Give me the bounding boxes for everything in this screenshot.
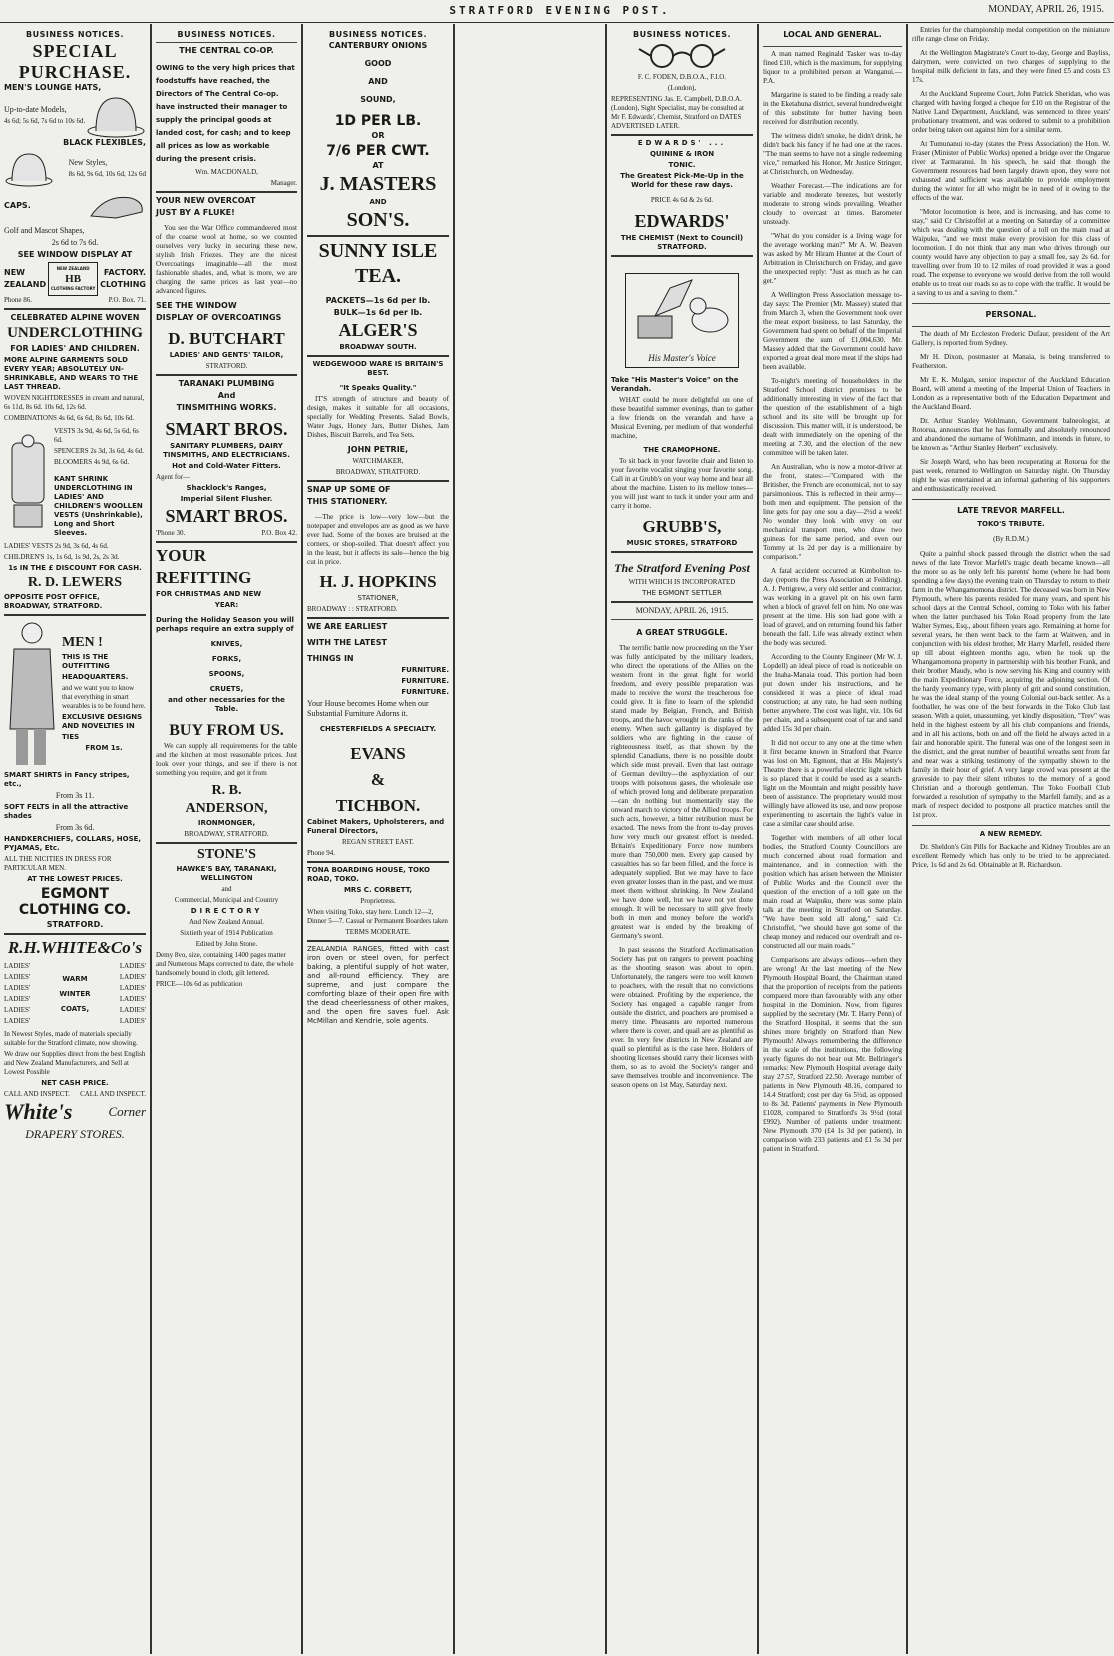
section-header: BUSINESS NOTICES. (25, 30, 124, 39)
personal-items (912, 330, 1110, 494)
gramophone-ad (611, 273, 753, 548)
section-title: PERSONAL. (985, 310, 1037, 319)
ad-text: Up-to-date Models, (4, 105, 67, 114)
ad-text: DRAPERY STORES. (25, 1127, 125, 1141)
ad-text: Phone 94. (307, 849, 335, 857)
ad-price: From 3s 6d. (55, 823, 95, 832)
ad-text: SEE THE WINDOW (156, 301, 237, 310)
ad-text: GOOD (364, 59, 392, 68)
ad-text: Phone 86. (4, 296, 32, 304)
ad-text: HAWKE'S BAY, TARANAKI, WELLINGTON (176, 865, 277, 882)
article-paragraph: Weather Forecast.—The indications are for variable and moderate breezes, but westerly moderate to strong winds prevailing. Weather cloudy to overcast at times. Barometer unsteady. (763, 182, 902, 226)
ad-title: MEN ! (62, 635, 103, 650)
ad-text: Cabinet Makers, Upholsterers, and Funeral Directors, (307, 818, 445, 835)
masthead-title: STRATFORD EVENING POST. (449, 4, 671, 17)
ad-text: IT'S strength of structure and beauty of design, makes it suitable for all occasions, specially for Wedding Presents. Salad Bowls, Water Jugs, Honey Jars, Butter Dishes, Jam Dishes, Biscuit Barrels, and Tea Sets. (307, 395, 449, 439)
ad-text: CELEBRATED ALPINE WOVEN (10, 313, 140, 322)
ad-price: 7/6 PER CWT. (326, 143, 430, 159)
ad-text: QUININE & IRON (649, 150, 715, 158)
ad-text: REGAN STREET EAST. (342, 838, 414, 846)
column-2 (152, 26, 301, 1652)
ad-text: Demy 8vo, size, containing 1400 pages matter and Numerous Maps corrected to date, the whole handsomely bound in cloth, gilt lettered. (156, 951, 294, 977)
ad-name: F. C. FODEN, D.B.O.A., F.I.O. (637, 73, 727, 81)
ad-text: FURNITURE. (401, 677, 449, 685)
section-header: BUSINESS NOTICES. (177, 30, 276, 39)
ad-name: R. D. LEWERS (27, 575, 123, 590)
ad-text: CHILDREN'S 1s, 1s 6d, 1s 9d, 2s, 2s 3d. (4, 553, 120, 561)
ad-title: WITH THE LATEST (307, 638, 387, 647)
homburg-hat-icon (4, 148, 54, 188)
ad-text: EDWARDS' ... (637, 139, 727, 147)
article-paragraph: Sir Joseph Ward, who has been recuperating at Rotorua for the past week, returned to Wellington on Saturday night. On Thursday night he was entertained at an informal gathering of his supporters and enthusiastically received. (912, 458, 1110, 493)
ad-name: SON'S. (346, 209, 410, 231)
ad-text: Sixtieth year of 1914 Publication (180, 929, 273, 937)
ad-text: Hot and Cold-Water Fitters. (172, 462, 281, 470)
article-paragraph: The witness didn't smoke, he didn't drink, he didn't back his fancy if he had one at the races. "The man seems to have not a single redeeming vice," remarked his Honor, Mr Justice Stringer, at Christchurch, on Wednesday. (763, 132, 902, 176)
ad-text: We can supply all requirements for the table and the kitchen at most reasonable prices. Just look over your things, and see if there is not something you require, and get it from (156, 742, 297, 777)
wedgwood-ad (307, 360, 449, 477)
article-paragraph: At the Auckland Supreme Court, John Patrick Sheridan, who was charged with having forged a cheque for £10 on the Registrar of the Native Land Department, Auckland, was sentenced to three years' probationary treatment, and was ordered to submit to a prohibition order being taken out against him for a similar term. (912, 90, 1110, 134)
his-masters-voice-logo (625, 273, 739, 368)
ad-title: YOUR NEW OVERCOAT (156, 196, 256, 205)
coop-ad (156, 46, 297, 188)
ad-text: VESTS 3s 9d, 4s 6d, 5s 6d, 6s 6d. (54, 427, 139, 444)
ad-text: WATCHMAKER, (352, 457, 404, 465)
underclothing-ad (4, 313, 146, 611)
article-paragraph: A Wellington Press Association message to-day says: The Premier (Mr. Massey) stated that from March 3, when the Government took over the meat export business, to last Saturday, the Government had spent on behalf of the Imperial Government the sum of £1,004,630. Mr. Massey added that the Government could have exported a great deal more meat if the ships had been available. (763, 291, 902, 371)
article-paragraph: Dr. Sheldon's Gin Pills for Backache and Kidney Troubles are an excellent Remedy which has only to be tried to be appreciated. Price, 1s 6d and 2s 6d. Obtainable at R. Richardson. (912, 843, 1110, 869)
ranges-ad: ZEALANDIA RANGES, fitted with cast iron oven or steel oven, for perfect baking, a plentiful supply of hot water, and all-round efficiency. They are supreme, and just compare the comforting blaze of their open fire with the dead cheerlessness of other makes, and the open fire saves fuel. Ask McMillan and Kendrie, sole agents. (307, 945, 449, 1025)
ad-text: SOFT FELTS in all the attractive shades (4, 803, 129, 820)
paper-text: WITH WHICH IS INCORPORATED (628, 578, 736, 586)
ad-name: ALGER'S (338, 320, 418, 340)
ad-text: WINTER (59, 989, 91, 998)
ad-text: NET CASH PRICE. (41, 1079, 109, 1087)
ad-text: OPPOSITE POST OFFICE, BROADWAY, STRATFORD. (4, 593, 103, 610)
column-5 (759, 26, 906, 1652)
ad-text: LADIES' (4, 973, 31, 981)
ad-text: BLACK FLEXIBLES, (63, 138, 146, 147)
ad-name: White's (4, 1099, 73, 1124)
article-paragraph: At Tumunanui to-day (states the Press Association) the Hon. W. Fraser (Minister of Public Works) opened a bridge over the Ongarue river at Tarmaranui. In his speech, he said that though the Government resources had been largely drawn upon, they were not exhausted and sufficient was available to provide employment during the winter for all who might be in need of it owing to the effects of the war. (912, 140, 1110, 202)
ad-name: J. MASTERS (319, 173, 437, 195)
spectacles-icon (637, 41, 727, 71)
bowler-hat-icon (86, 93, 146, 138)
article-paragraph: "What do you consider is a living wage for the average working man?" Mr A. W. Beaven was asked by Mr Hiram Hunter at the Court of Arbitration in Christchurch on Friday, and gave the unexpected reply: "Just as much as he can get." (763, 232, 902, 285)
ad-name: R.H.WHITE&Co's (7, 938, 143, 957)
ad-text: IRONMONGER, (197, 819, 256, 827)
ad-name: SMART BROS. (165, 506, 288, 526)
ad-text: THE CRAMOPHONE. (643, 446, 721, 454)
white-drapery-ad (4, 938, 146, 1142)
ad-text: HANDKERCHIEFS, COLLARS, HOSE, PYJAMAS, Etc. (4, 835, 142, 852)
ad-text: CALL AND INSPECT. (80, 1090, 146, 1098)
overcoat-ad (156, 196, 297, 371)
ad-name: TICHBON. (335, 796, 421, 815)
local-news (763, 50, 902, 1154)
logo-text: NEW ZEALAND (56, 266, 90, 271)
ad-price: PACKETS—1s 6d per lb. (325, 296, 431, 305)
ad-text: WARM (62, 974, 88, 983)
ad-text: FURNITURE. (401, 666, 449, 674)
ad-name: MRS C. CORBETT, (343, 886, 413, 894)
ad-text: and (221, 885, 232, 893)
garment-illustration-icon (4, 433, 52, 533)
ad-title: THINGS IN (307, 654, 354, 663)
ad-text: The Greatest Pick-Me-Up in the World for these raw days. (620, 172, 744, 189)
ad-text: OWING to the very high prices that foodstuffs have reached, the Directors of The Central Co-op. have instructed their manager to supply the principal goods at landed cost, for cash; and to keep all prices as low as workable during the present crisis. (156, 64, 295, 163)
refitting-ad (156, 546, 297, 839)
ad-text: LADIES' (4, 995, 31, 1003)
ad-text: KANT SHRINK UNDERCLOTHING IN LADIES' AND CHILDREN'S WOOLLEN VESTS (Unshrinkable), Long and Short Sleeves. (54, 475, 143, 537)
paper-text: THE EGMONT SETTLER (642, 589, 722, 597)
ad-text: BROADWAY, STRATFORD. (335, 468, 421, 476)
ad-text: SANITARY PLUMBERS, DAIRY TINSMITHS, AND ELECTRICIANS. (163, 442, 290, 459)
ad-price: 2s 6d to 7s 6d. (51, 238, 99, 247)
furniture-ad (307, 622, 449, 858)
boarding-house-ad (307, 866, 449, 937)
ad-text: AND (369, 198, 387, 206)
ad-text: Golf and Mascot Shapes, (4, 226, 85, 235)
ad-price: 4s 6d; 5s 6d, 7s 6d to 10s 6d. (4, 117, 86, 125)
ad-text: HEADQUARTERS. (62, 673, 129, 681)
onions-ad (307, 41, 449, 232)
ad-name: SMART BROS. (165, 419, 288, 439)
ad-name: EVANS (350, 744, 406, 763)
ad-text: Wm. MACDONALD, (195, 168, 258, 176)
ad-text: PRICE—10s 6d as publication (156, 980, 243, 988)
ad-text: CALL AND INSPECT. (4, 1090, 70, 1098)
ad-text: SMART SHIRTS in Fancy stripes, etc., (4, 771, 130, 788)
ad-text: And New Zealand Annual. (188, 918, 265, 926)
masthead-date: MONDAY, APRIL 26, 1915. (988, 4, 1104, 15)
ad-text: SPOONS, (208, 670, 245, 678)
ad-text: AT (372, 161, 384, 170)
logo-text: His Master's Voice (648, 353, 716, 363)
ad-text: During the Holiday Season you will perhaps require an extra supply of (156, 616, 294, 633)
article-paragraph: Dr. Arthur Stanley Wohlmann, Government balneologist, at Rotorua, announces that he has formally and absolutely renounced and abandoned the surname of Wohlmann, and intends in future, to be known as "Arthur Stanley Herbert" exclusively. (912, 417, 1110, 452)
ad-text: When visiting Toko, stay here. Lunch 12—2, Dinner 5—7. Casual or Permanent Boarders taken (307, 908, 448, 925)
article-paragraph: Quite a painful shock passed through the district when the sad news of the late Trevor Marfell's tragic death became known—all the more so as he only left his parents' home (where he had been spending a few days) the evening train on Thursday to return to their farm in the Whangamomona district. The deceased was born in New Plymouth, where his parents resided for many years, and spent his school days at the Central School, coming to Toko with his father when the latter purchased his Toko Road property from the late Walter Symes, Esq., about fifteen years ago. Remaining at home for several years, he then went back to the farm at Waitwen, and in conjunction with his eldest brother, Mr Harry Marfell, resided there up till about eighteen months ago, when he took up the Whangamomona property in partnership with his brother Frank, and their brother Maudy, who is now serving his King and country with the main Expeditionary Force, acquiring the adjoining section. Of the hardy yeomanry type, with plenty of grit and sound constitution, he was the ideal stamp of the young Colonial out-back settler. As a footballer, he was one of the best forwards in the Toko Club last season. With a quiet, unassuming, yet kindly disposition, "Trev" was held in the highest esteem by all his club companions and friends, and in all his actions, both on and off the field he always acted in a fair and honorable spirit. The funeral was one of the longest seen in the district, and the great number of beautiful wreaths sent from far and near was a striking testimony of the sympathy shown to the family in their hour of grief. A very large crowd was present at the graveside to pay their silent tributes to the memory of a good Christian and a thorough gentleman. The Toko Football Club forwarded a resolution of sympathy to the Marfell family, and as a mark of respect decided to postpone all practice matches until the 1st prox. (912, 550, 1110, 819)
ad-text: LADIES' (119, 973, 146, 981)
ad-title: WEDGEWOOD WARE IS BRITAIN'S BEST. (312, 360, 444, 377)
article-title: LATE TREVOR MARFELL. (957, 506, 1065, 515)
ad-text: Proprietress. (360, 897, 396, 905)
article-paragraph: In past seasons the Stratford Acclimatisation Society has put on rangers to prevent poaching as the shooting season was about to open. Unfortunately, the rangers were too well known to poachers, with the result that no convictions were obtained. Profiting by the experience, the Society has engaged a capable ranger from outside the district, and poachers are promised a merry time. Pheasants are reported numerous where there is cover, and quail are as plentiful as ever. In very few districts in New Zealand are quail so plentiful as is the case here. Holders of shooting licenses should carry their licenses with them, so as to avoid the Society's ranger and save themselves trouble and inconvenience. The season opens on 1st May, Saturday next. (611, 946, 753, 1089)
smart-bros-ad (156, 379, 297, 538)
ad-title: TONA BOARDING HOUSE, TOKO ROAD, TOKO. (307, 866, 430, 883)
ad-text: (London), (667, 84, 697, 92)
ad-text: BROADWAY, STRATFORD. (184, 830, 269, 838)
article-title: A NEW REMEDY. (979, 830, 1043, 838)
ad-text: LADIES' (119, 1017, 146, 1025)
ad-text: WOVEN NIGHTDRESSES in cream and natural, 6s 11d, 8s 6d. 10s 6d, 12s 6d. (4, 394, 145, 411)
column-1 (0, 26, 150, 1652)
ad-text: LADIES' (4, 1006, 31, 1014)
article-byline: (By R.D.M.) (993, 535, 1029, 543)
article-paragraph: At the Wellington Magistrate's Court to-day, George and Bayliss, dairymen, were convicted on two charges of supplying to the hospital milk deficient in fats, and they were fined £5 and costs £3 17s. (912, 49, 1110, 84)
ad-text: AT THE LOWEST PRICES. (27, 875, 123, 883)
ad-text: WHAT could be more delightful on one of these beautiful summer evenings, than to gather a few friends on the verandah and have a Musical Evening, per medium of that wonderful machine, (611, 396, 753, 440)
ad-price: From 3s 11. (55, 791, 95, 800)
ad-text: SPENCERS 2s 3d, 3s 6d, 4s 6d. (54, 447, 145, 455)
section-header: BUSINESS NOTICES. (632, 30, 731, 39)
ad-text: Manager. (270, 179, 297, 187)
ad-name: D. BUTCHART (168, 329, 285, 348)
ad-text: P.O. Box. 71. (108, 296, 146, 304)
ad-text: STRATFORD. (205, 362, 248, 370)
ad-text: OR (371, 131, 385, 140)
article-paragraph: An Australian, who is now a motor-driver at the front, states:—"Compared with the Britisher, the French are economical, not to say parsimonious. This is reflected in their army—both men and equipment. The pension of the line gets for pay one sou a day—2½d a week! No wonder they look with envy on our mechanical transport men, who draw two guineas for the same period, and even our Tommy at 1s 2d per day is a millionaire by comparison." (763, 463, 902, 561)
ad-text: Your House becomes Home when our Substantial Furniture Adorns it. (307, 699, 429, 718)
ad-text: Commercial, Municipal and Country (174, 896, 279, 904)
article-subtitle: TOKO'S TRIBUTE. (977, 520, 1045, 528)
stationery-ad (307, 485, 449, 614)
ad-price: FROM 1s. (85, 744, 123, 752)
ad-text: ZEALAND (4, 280, 47, 289)
article-paragraph: A fatal accident occurred at Kimbolton to-day (reports the Press Association at Feilding). A. J. Pettigrew, a very old settler and contractor, was working in a gravel pit on his own farm when a block of gravel fell on him. No one was present at the time. His son had gone with a load of gravel, and on returning found his father beneath the fall. Life was already extinct when the body was secured. (763, 567, 902, 647)
ad-text: EXCLUSIVE DESIGNS AND NOVELTIES IN (62, 713, 143, 730)
article-paragraph: Mr H. Dixon, postmaster at Manaia, is being transferred to Featherston. (912, 353, 1110, 370)
ad-text: STATIONER, (357, 594, 399, 602)
ad-title: REFITTING (156, 568, 252, 587)
ad-name: H. J. HOPKINS (319, 572, 437, 591)
ad-title: WE ARE EARLIEST (307, 622, 388, 631)
ad-text: TERMS MODERATE. (345, 928, 411, 936)
ad-price: BULK—1s 6d per lb. (333, 308, 423, 317)
ad-name: SUNNY ISLE (318, 240, 438, 262)
ad-text: LADIES' (4, 984, 31, 992)
ad-text: P.O. Box 42. (261, 529, 297, 537)
ad-text: LADIES' (4, 962, 31, 970)
ad-text: SEE WINDOW DISPLAY AT (17, 250, 133, 259)
hats-ad (4, 41, 146, 305)
ad-text: Imperial Silent Flusher. (180, 495, 273, 503)
ad-text: THE CHEMIST (Next to Council) STRATFORD. (620, 234, 744, 251)
ad-text: LADIES' (119, 984, 146, 992)
stones-directory-ad (156, 847, 297, 989)
news-items (912, 49, 1110, 298)
ad-text: FOR CHRISTMAS AND NEW (156, 590, 262, 598)
ad-text: FURNITURE. (401, 688, 449, 696)
ad-text: COATS, (60, 1004, 90, 1013)
ad-text: MUSIC STORES, STRATFORD (626, 539, 738, 547)
ad-name: EDWARDS' (634, 211, 730, 231)
ad-text: TONIC. (668, 161, 696, 169)
ad-text: AND (368, 77, 388, 86)
cap-icon (86, 188, 146, 224)
tonic-ad (611, 139, 753, 252)
logo-text: CLOTHING FACTORY (50, 286, 96, 291)
ad-title: SPECIAL PURCHASE. (18, 41, 132, 82)
ad-text: ALL THE NICITIES IN DRESS FOR PARTICULAR MEN. (4, 855, 112, 872)
article-paragraph: Together with members of all other local bodies, the Stratford County Councillors are much concerned about road formation and maintenance, and in connection with the position which has arisen between the Minister of Public Works and the Council over the question of the erection of a toll gate on the main road at Waipuku, there was some plain talk at the meeting in Stratford on Saturday. "We have been sold all along," said Cr. Christoffel, "we should have got some of the cheap money and reduced our overdraft and re-constructed all our main roads." (763, 834, 902, 950)
ad-text: LADIES' (119, 995, 146, 1003)
article-title: A GREAT STRUGGLE. (636, 628, 728, 637)
ad-title: BUY FROM US. (169, 722, 284, 739)
ad-text: DIRECTORY (190, 907, 263, 915)
article-paragraph: It did not occur to any one at the time when it first became known in Stratford that Pearce was lost on Mt. Egmont, that at His Majesty's Theatre there is a powerful electric light which is so placed that it could be used as a search-light on the Mountain and might possibly have been of assistance. The proprietary would most willingly have allowed its use, and now propose experimenting to ascertain the light's value in case a similar case should arise. (763, 739, 902, 828)
ad-text: BLOOMERS 4s 9d, 6s 6d. (54, 458, 130, 466)
ad-text: NEW (4, 268, 25, 277)
ad-text: Shacklock's Ranges, (186, 484, 267, 492)
column-3 (303, 26, 453, 1652)
ad-name: & (370, 770, 386, 789)
ad-name: EGMONT CLOTHING CO. (18, 886, 132, 918)
ad-title: CANTERBURY ONIONS (328, 41, 428, 50)
ad-text: "It Speaks Quality." (339, 384, 417, 392)
ad-text: And (217, 391, 236, 400)
ad-text: MORE ALPINE GARMENTS SOLD EVERY YEAR; ABSOLUTELY UN-SHRINKABLE, AND WEARS TO THE LAST THREAD. (4, 356, 139, 391)
ad-text: You see the War Office commandeered most of the coarse wool at home, so we counted ourselves very lucky in securing these new, stylish Irish Friezes. They are the nicest Overcoatings imaginable—all the most fashionable shades, and, what is more, we are charging the same prices as last year—no advanced figures. (156, 224, 297, 295)
ad-text: In Newest Styles, made of materials specially suitable for the Stratford climate, now showing. (4, 1030, 138, 1047)
ad-price: PRICE 4s 6d & 2s 6d. (650, 196, 714, 204)
ad-name: TEA. (354, 265, 402, 287)
ad-text: We draw our Supplies direct from the best English and New Zealand Manufacturers, and Sell at Lowest Possible (4, 1050, 146, 1076)
man-illustration-icon (4, 619, 59, 769)
ad-title: JUST BY A FLUKE! (156, 208, 235, 217)
ad-text: BROADWAY SOUTH. (339, 343, 417, 351)
column-rule (453, 24, 455, 1654)
ad-text: KNIVES, (210, 640, 243, 648)
paper-name: The Stratford Evening Post (614, 561, 750, 575)
ad-text: STRATFORD. (46, 920, 104, 929)
section-header: BUSINESS NOTICES. (328, 30, 427, 39)
ad-sub: MEN'S LOUNGE HATS, (4, 83, 102, 92)
article-paragraph: The death of Mr Eccleston Frederic Dufaur, president of the Art Gallery, is reported from Sydney. (912, 330, 1110, 347)
article-paragraph: The terrific battle now proceeding on the Yser was fully anticipated by the military leaders, who direct the operations of the Allies on the western front in the great fight for world freedom, and every possible preparation was made to receive the worst the treacherous foe could give. It is fine to learn of the splendid stand made by Belgian, French, and British troops, and the havoc wrought in the ranks of the enemy. When such gallantry is displayed by soldiers who are fighting in the cause of righteousness itself, as that shown by the splendid Canadians, there is no possible doubt which side must prevail. Even that last outrage of German deviltry—the asphyxiation of our troops with poisonous gases, the wholesale use of which proved long and deliberate preparation—can do nothing but momentarily stay the onward march to victory of the Allied troops. For such acts, however, a bitter retribution must be exacted. The news from the front to-day proves how very much our greatest effort is needed. Britain's Expeditionary Force now numbers more than 750,000 men. Every gap caused by casualties has so far been filled, and the force is adequately supplied. But we may have to face even greater losses than in the past, and we must meet them without shrinking. In New Zealand we have done well, but we have not yet done enough. It will be necessary to still give freely both in men and money before the world's greatest war is ended by the breaking of Germany's sword. (611, 644, 753, 940)
article-paragraph: Margarine is stated to be finding a ready sale in the Eketahuna district, several hundredweight of this substitute for butter having been received for distribution recently. (763, 91, 902, 126)
ad-text: LADIES' AND GENTS' TAILOR, (169, 351, 284, 359)
ad-text: and we want you to know that everything in smart wearables is to be found here. (62, 684, 146, 710)
ad-text: Corner (108, 1104, 146, 1119)
ad-text: TARANAKI PLUMBING (178, 379, 275, 388)
tea-ad (307, 240, 449, 352)
ad-text: 1s IN THE £ DISCOUNT FOR CASH. (8, 564, 142, 572)
ad-text: LADIES' (119, 1006, 146, 1014)
column-4 (607, 26, 757, 1652)
ad-text: New Styles, (68, 157, 108, 167)
ad-text: CHESTERFIELDS A SPECIALTY. (319, 725, 437, 733)
dog-gramophone-icon (628, 276, 740, 346)
ad-text: SOUND, (360, 95, 396, 104)
article-paragraph: Mr E. K. Mulgan, senior inspector of the Auckland Education Board, will attend a meeting of the Imperial Union of Teachers in London as a representative both of the Education Department and the Auckland Board. (912, 376, 1110, 411)
ad-text: CRUETS, (209, 685, 244, 693)
ad-name: GRUBB'S, (642, 517, 722, 536)
ad-name: JOHN PETRIE, (347, 445, 409, 454)
column-6 (908, 26, 1114, 1652)
ad-text: LADIES' (119, 962, 146, 970)
article-paragraph: To-night's meeting of householders in the Stratford School district promises to be additionally interesting in view of the fact that the question of the establishment of a high school and its site will be brought up for discussion. This matter will, it is understood, be dealt with immediately on the opening of the meeting at 7.30, and the election of the new committee will be taken later. (763, 377, 902, 457)
masthead (0, 0, 1114, 23)
ad-text: REPRESENTING Jas. E. Campbell, D.B.O.A. (London), Sight Specialist, may be consulted at Mr F. Edwards', Chemist, Stratford on DATES ADVERTISED LATER. (611, 95, 744, 130)
optician-ad (611, 41, 753, 131)
ad-text: FACTORY. (103, 268, 146, 277)
article-paragraph: "Motor locomotion is here, and is increasing, and has come to stay," said Cr Christoffel at a meeting on Saturday of a committee which was dealing with the question of a toll on the main road at Waipuku, "and we must make every provision for this class of locomotion. I do not think that any man who drives through our county would have any objection to pay a small fee, say 2s 6d. for travelling over from 10 to 12 miles of road provided it was a good road. The expense to everyone we would derive from the toll would enable us to treat our roads so as to cope with the traffic. It would be a saving to us and a saving to them." (912, 208, 1110, 297)
article-paragraph: Entries for the championship medal competition on the miniature rifle range close on Friday. (912, 26, 1110, 43)
outfitting-ad (4, 619, 146, 930)
editorial (611, 561, 753, 1090)
ad-text: Agent for— (156, 473, 191, 481)
ad-text: LADIES' (4, 1017, 31, 1025)
ad-text: Edited by John Stone. (195, 940, 258, 948)
ad-text: TIES (62, 733, 80, 741)
ad-text: THIS IS THE OUTFITTING (62, 653, 110, 670)
ad-text: COMBINATIONS 4s 6d, 6s 6d, 8s 6d, 10s 6d. (4, 414, 135, 422)
ad-name: STONE'S (197, 847, 256, 862)
ad-title: Take "His Master's Voice" on the Verandah. (611, 376, 739, 393)
ad-text: TINSMITHING WORKS. (176, 403, 277, 412)
ad-text: To sit back in your favorite chair and listen to your favorite vocalist singing your favorite song. Call in at Grubb's on your way home and hear all about the machine. Listen to its mellow tones—you will just want to tuck it under your arm and carry it home. (611, 457, 753, 510)
ad-name: R. B. (211, 783, 242, 798)
ad-title: UNDERCLOTHING (7, 325, 143, 341)
ad-text: YEAR: (214, 601, 239, 609)
ad-text: LADIES' VESTS 2s 9d, 3s 6d, 4s 6d. (4, 542, 109, 550)
logo-text: HB (65, 273, 82, 285)
ad-text: FORKS, (211, 655, 242, 663)
ad-text: CLOTHING (100, 280, 146, 289)
ad-name: ANDERSON, (185, 801, 268, 816)
ad-text: DISPLAY OF OVERCOATINGS (156, 313, 282, 322)
ad-price: 8s 6d, 9s 6d, 10s 6d, 12s 6d (68, 169, 146, 178)
ad-title: THE CENTRAL CO-OP. (179, 46, 274, 55)
ad-text: and other necessaries for the Table. (168, 696, 285, 713)
section-title: LOCAL AND GENERAL. (783, 30, 882, 39)
ad-text: —The price is low—very low—but the notepaper and envelopes are as good as we have ever had. Some of the boxes are bruised at the corners, or shop-soiled. That doesn't affect you in the least, but it affects its sale—hence the big cut in price. (307, 513, 449, 566)
ad-text: 'Phone 30. (156, 529, 186, 537)
article-paragraph: According to the County Engineer (Mr W. J. Lopdell) an ideal piece of road is noticeable on the Inaha-Manaia road. This portion had been put down under his instructions, and he considered it was a piece of ideal road construction; at any rate, he had seen nothing better anywhere. The cost was light, viz. 10s 6d per chain, and a subsequent coat of tar and sand added 15s 3d per chain. (763, 653, 902, 733)
ad-price: 1D PER LB. (334, 113, 422, 129)
ad-title: SNAP UP SOME OF (307, 485, 391, 494)
article-paragraph: A man named Reginald Tasker was to-day fined £10, which is the maximum, for supplying liquor to a prohibited person at Wanganui.—P.A. (763, 50, 902, 85)
ad-text: BROADWAY : : STRATFORD. (307, 605, 398, 613)
ad-title: YOUR (156, 546, 207, 565)
ad-text: FOR LADIES' AND CHILDREN. (10, 344, 140, 353)
hb-logo (48, 262, 99, 296)
ad-title: THIS STATIONERY. (307, 497, 388, 506)
article-paragraph: Comparisons are always odious—when they are wrong! At the last meeting of the New Plymouth Hospital Board, the Chairman stated that the proportion of receipts from the patients compared more than favourably with any other hospital in the Dominion. Now, from figures supplied by the secretary (Mr. T. Harry Penn) of the Stratford Hospital, it seems that the sun shines more brightly on Stratford than New Plymouth! Always remembering the difference in the scale of the institutions, the following yearly figures do not bear out Mr. Bellringer's remarks: New Plymouth Hospital average daily stay 27.57, Stratford 22.50. Average number of patients in New Plymouth 48.16, compared to 14.4 Stratford; cost per day 6s 5½d, as opposed to 8s 3d. Patients' payments in New Plymouth £1028, compared to Stratford's 3s 9½d (total £992). Number of patients under treatment: New Plymouth 370 (£4 1s 3d per patient), in comparison with 233 patients and £1 5s 3d per patient in Stratford. (763, 956, 902, 1153)
ad-text: CAPS. (4, 201, 31, 210)
editorial-date: MONDAY, APRIL 26, 1915. (635, 606, 729, 615)
